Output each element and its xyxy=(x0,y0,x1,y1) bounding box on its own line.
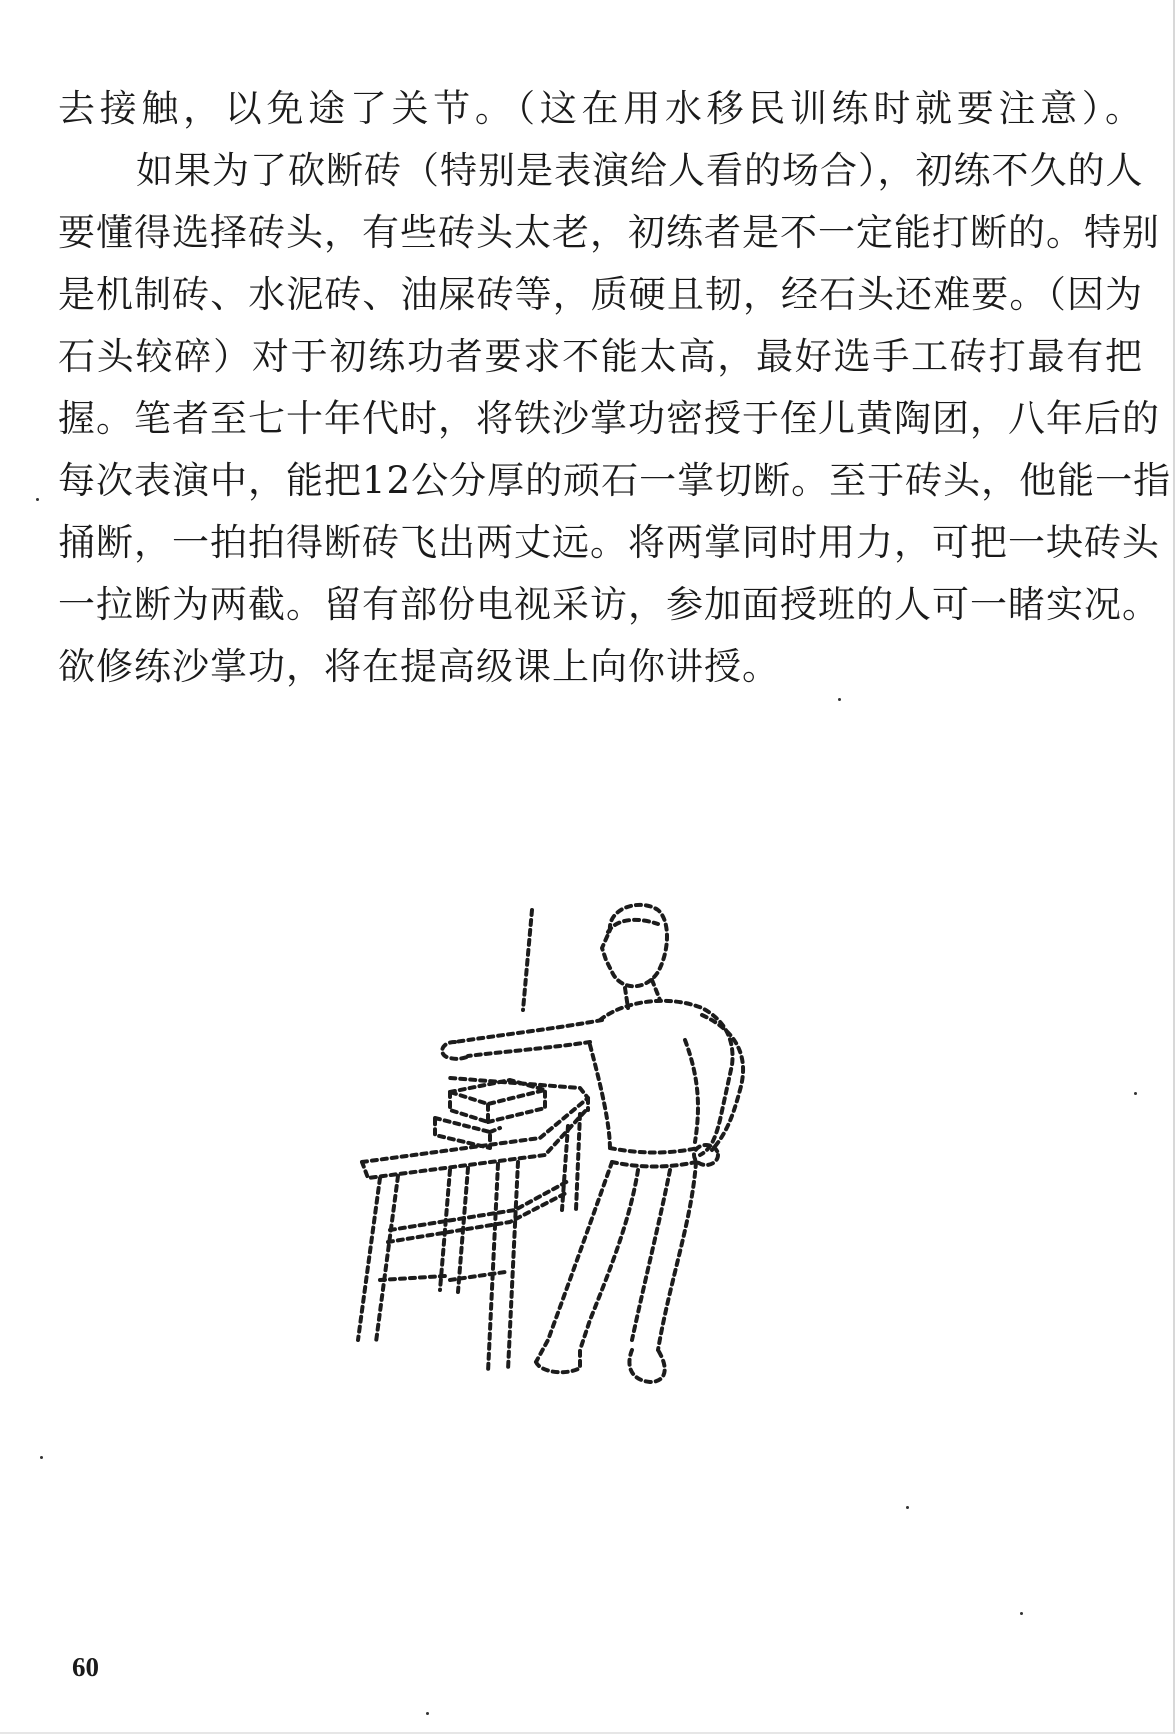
text-line: 捅断，一拍拍得断砖飞出两丈远。将两掌同时用力，可把一块砖头 xyxy=(58,521,1160,564)
text-line: 每次表演中，能把12公分厚的顽石一掌切断。至于砖头，他能一指 xyxy=(58,459,1172,502)
text-line: 石头较碎）对于初练功者要求不能太高，最好选手工砖打最有把 xyxy=(58,335,1143,378)
scan-speck xyxy=(906,1506,909,1509)
scan-speck xyxy=(40,1456,43,1459)
scan-speck xyxy=(1020,1612,1023,1615)
body-text xyxy=(58,78,1172,698)
page-number: 60 xyxy=(72,1652,99,1682)
text-line: 一拉断为两截。留有部份电视采访，参加面授班的人可一睹实况。 xyxy=(58,583,1160,626)
scan-speck xyxy=(838,698,841,701)
text-line: 是机制砖、水泥砖、油屎砖等，质硬且韧，经石头还难要。（因为 xyxy=(58,273,1143,316)
scan-speck xyxy=(1134,1092,1137,1095)
text-line: 欲修练沙掌功，将在提高级课上向你讲授。 xyxy=(58,645,780,688)
scan-speck xyxy=(36,498,39,501)
text-line: 要懂得选择砖头，有些砖头太老，初练者是不一定能打断的。特别 xyxy=(58,211,1160,254)
scan-speck xyxy=(426,1712,429,1715)
text-line: 如果为了砍断砖（特别是表演给人看的场合），初练不久的人 xyxy=(136,149,1144,192)
text-line: 去接触，以免途了关节。（这在用水移民训练时就要注意）。 xyxy=(58,87,1143,130)
text-line: 握。笔者至七十年代时，将铁沙掌功密授于侄儿黄陶团，八年后的 xyxy=(58,397,1160,440)
man-striking-brick-on-table-illustration xyxy=(340,880,860,1420)
